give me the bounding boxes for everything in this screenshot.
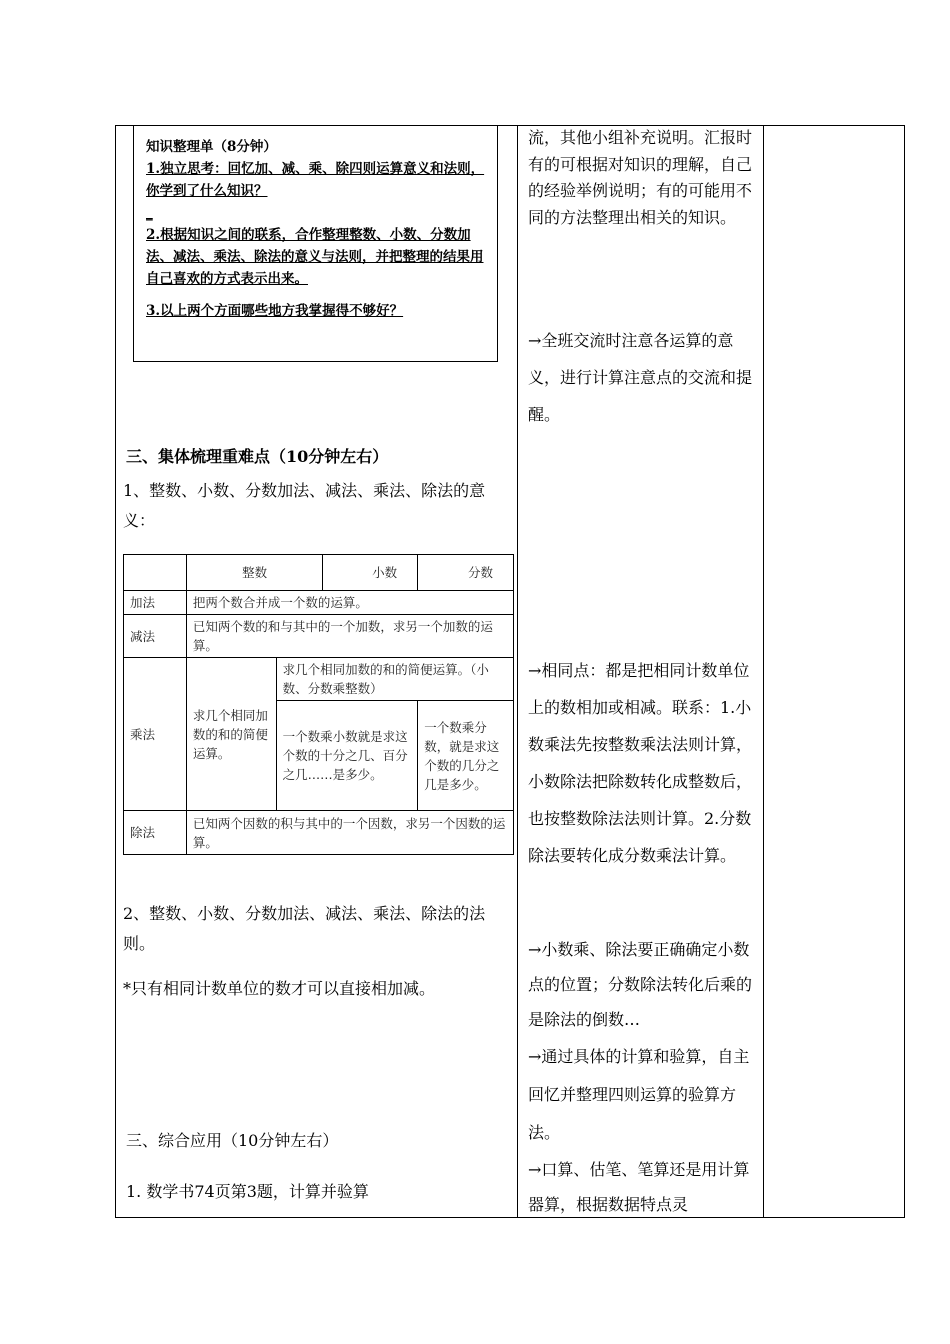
right-note-class-exchange: →全班交流时注意各运算的意义，进行计算注意点的交流和提醒。 [528, 331, 753, 424]
header-empty-cell [124, 555, 187, 591]
item-meaning-intro: 1、整数、小数、分数加法、减法、乘法、除法的意义： [123, 481, 486, 530]
table-header-row [124, 555, 514, 591]
row-label-division: 除法 [124, 811, 187, 855]
item-rules: 2、整数、小数、分数加法、减法、乘法、除法的法则。 [123, 904, 486, 953]
section-heading-application: 三、综合应用（10分钟左右） [126, 1131, 339, 1150]
section-heading-collective-review: 三、集体梳理重难点（10分钟左右） [126, 447, 389, 466]
operation-meaning-table [123, 554, 514, 855]
right-note-verification: →通过具体的计算和验算，自主回忆并整理四则运算的验算方法。 [528, 1047, 750, 1142]
multiplication-by-decimal-meaning: 一个数乘小数就是求这个数的十分之几、百分之几……是多少。 [276, 701, 418, 811]
subtraction-meaning: 已知两个数的和与其中的一个加数，求另一个加数的运算。 [186, 615, 513, 658]
table-row-subtraction [124, 615, 514, 658]
multiplication-by-fraction-meaning: 一个数乘分数，就是求这个数的几分之几是多少。 [418, 701, 514, 811]
worksheet-blank-line: _ [146, 205, 153, 221]
row-label-addition: 加法 [124, 591, 187, 615]
worksheet-question-3: 3.以上两个方面哪些地方我掌握得不够好？ [146, 303, 404, 319]
right-note-similarities: →相同点：都是把相同计数单位上的数相加或相减。联系：1.小数乘法先按整数乘法法则计算，小数除法把除数转化成整数后，也按整数除法法则计算。2.分数除法要转化成分数乘法计算。 [528, 661, 753, 865]
column-divider-1 [517, 125, 518, 1218]
multiplication-integer-meaning: 求几个相同加数的和的简便运算。 [186, 658, 276, 811]
header-fraction: 分数 [418, 555, 514, 591]
worksheet-title: 知识整理单（8分钟） [146, 139, 277, 155]
table-row-addition [124, 591, 514, 615]
table-row-division [124, 811, 514, 855]
worksheet-question-2: 2.根据知识之间的联系，合作整理整数、小数、分数加法、减法、乘法、除法的意义与法则，并把整理的结果用自己喜欢的方式表示出来。 [146, 227, 484, 287]
multiplication-decimal-fraction-by-integer: 求几个相同加数的和的简便运算。（小数、分数乘整数） [276, 658, 513, 701]
header-integer: 整数 [186, 555, 323, 591]
column-divider-2 [763, 125, 764, 1218]
right-note-decimal-point: →小数乘、除法要正确确定小数点的位置；分数除法转化后乘的是除法的倒数… [528, 940, 753, 1029]
worksheet-question-1: 1.独立思考：回忆加、减、乘、除四则运算意义和法则，你学到了什么知识？ [146, 161, 485, 199]
row-label-multiplication: 乘法 [124, 658, 187, 811]
note-same-unit: *只有相同计数单位的数才可以直接相加减。 [123, 979, 436, 998]
header-decimal: 小数 [323, 555, 418, 591]
right-note-calculation-method: →口算、估笔、笔算还是用计算器算，根据数据特点灵 [528, 1160, 750, 1214]
knowledge-worksheet-box [133, 125, 498, 362]
table-row-multiplication-top [124, 658, 514, 701]
addition-meaning: 把两个数合并成一个数的运算。 [186, 591, 513, 615]
division-meaning: 已知两个因数的积与其中的一个因数，求另一个因数的运算。 [186, 811, 513, 855]
application-item-1: 1. 数学书74页第3题，计算并验算 [126, 1182, 369, 1201]
right-note-report: 流，其他小组补充说明。汇报时有的可根据对知识的理解，自己的经验举例说明；有的可能用不同的方法整理出相关的知识。 [528, 128, 753, 227]
row-label-subtraction: 减法 [124, 615, 187, 658]
